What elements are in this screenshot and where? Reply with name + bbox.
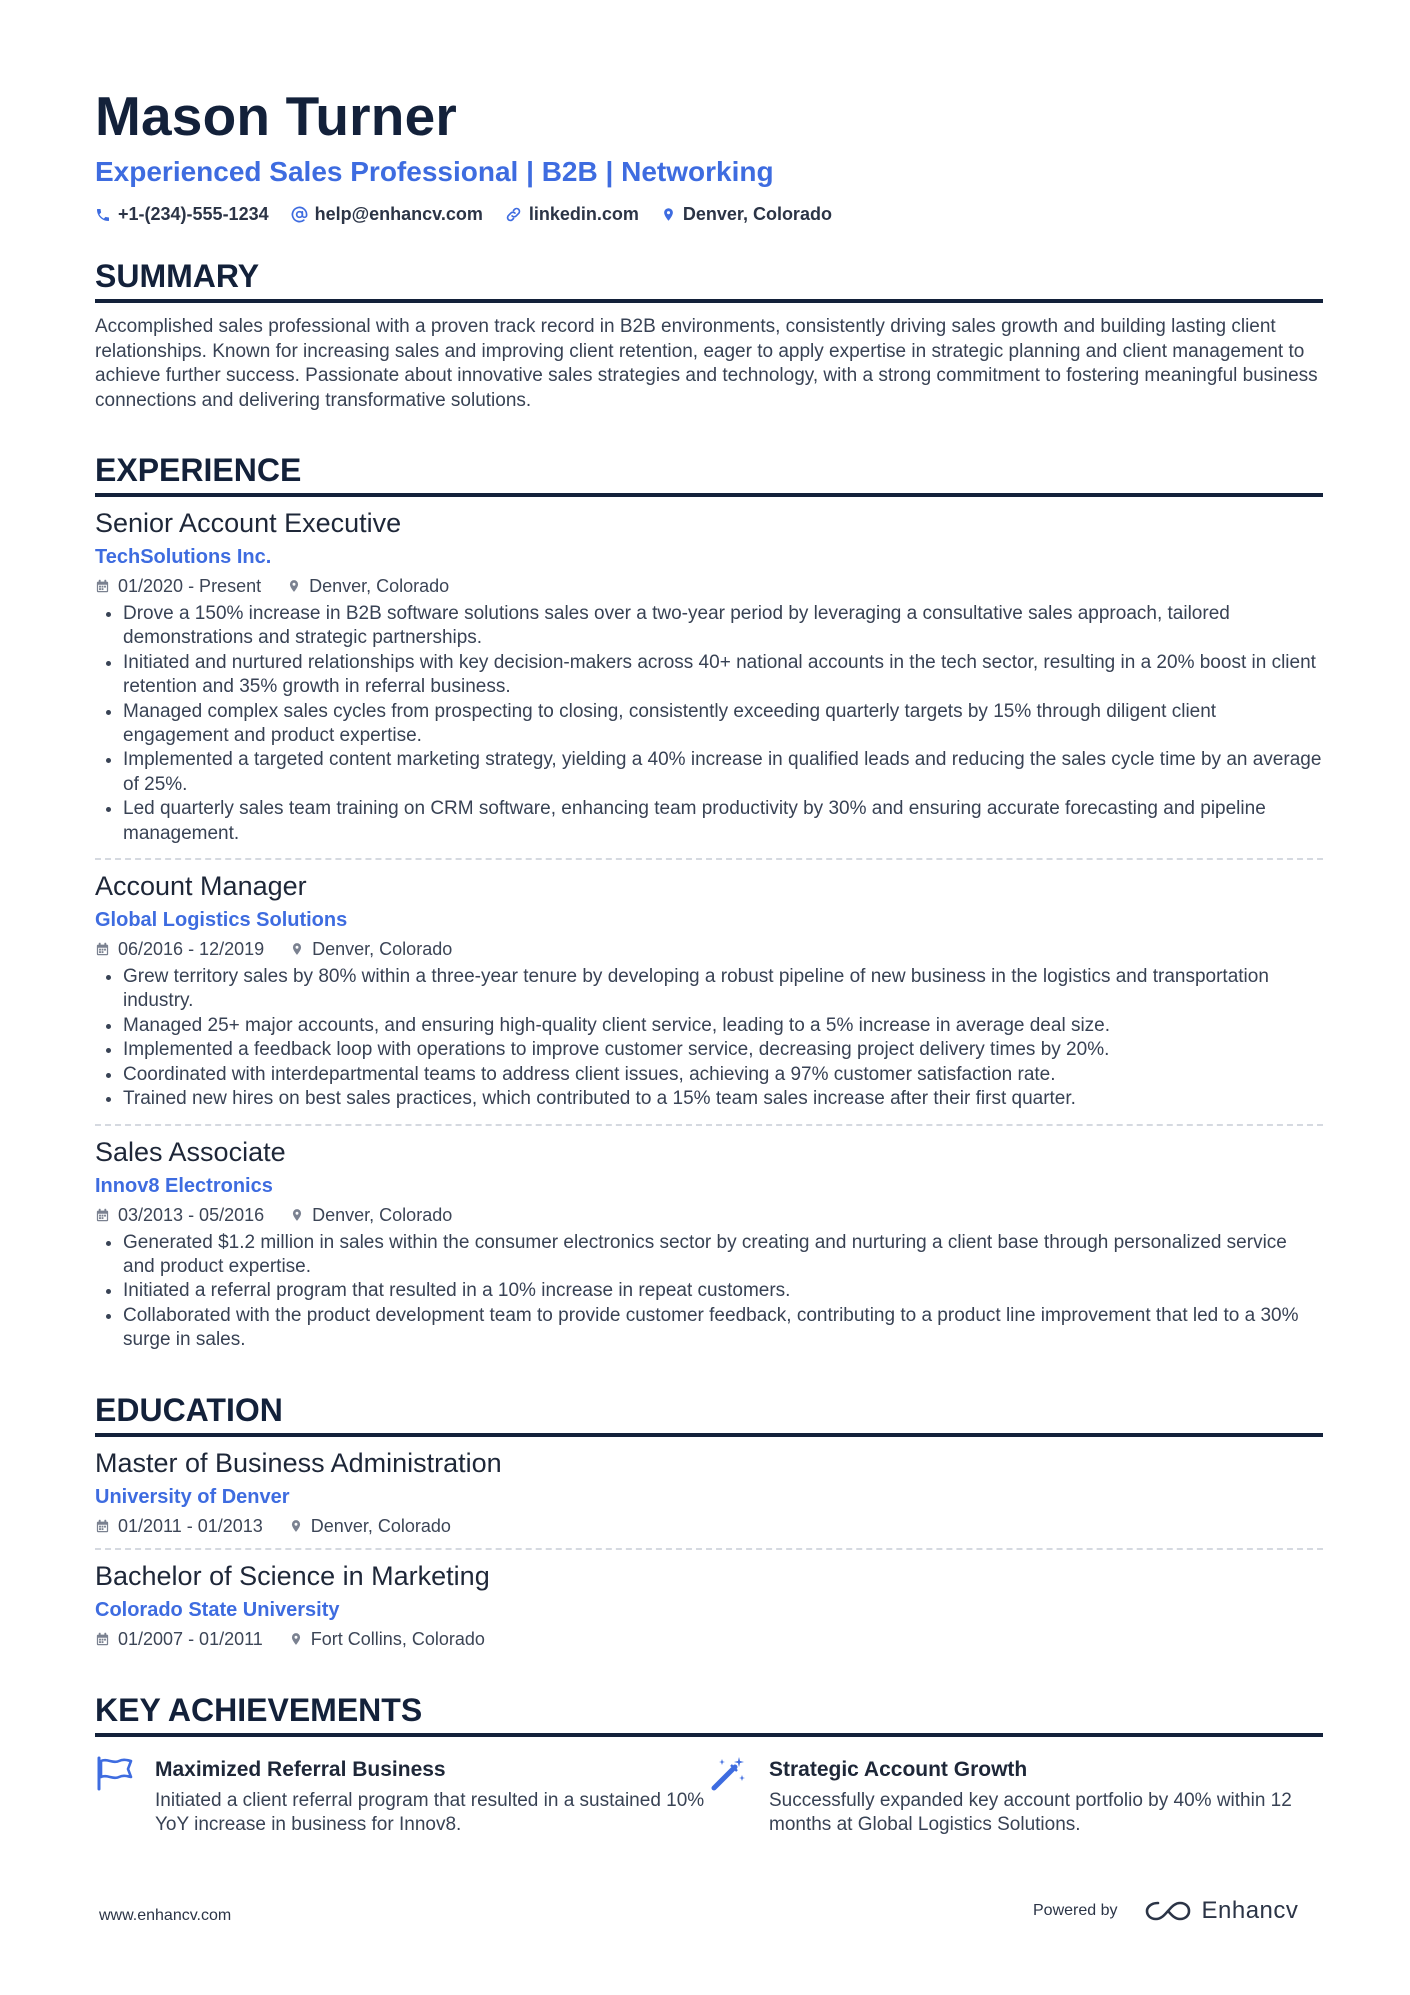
contact-linkedin-text: linkedin.com <box>528 204 639 224</box>
section-divider <box>95 299 1323 303</box>
list-item: • Implemented a targeted content marketing strategy, yielding a 40% increase in qualified leads and reducing the sales cycle time by an average of 25%. <box>123 748 1323 797</box>
powered-by-label: Powered by <box>1033 1902 1118 1919</box>
map-pin-icon <box>661 206 676 223</box>
brand-name: Enhancv <box>1201 1897 1299 1924</box>
list-item: • Managed complex sales cycles from prospecting to closing, consistently exceeding quarterly targets by 15% through diligent client engagement and product expertise. <box>123 700 1323 749</box>
summary-text: Accomplished sales professional with a proven track record in B2B environments, consistently driving sales growth and building lasting client relationships. Known for increasing sales and improving client retention, eager to apply expertise in strategic planning and client management to achieve further success. Passionate about innovative sales strategies and technology, with a strong commitment to fostering meaningful business connections and delivering transformative solutions. <box>95 316 1318 411</box>
education-location: Fort Collins, Colorado <box>289 1625 485 1653</box>
contact-location <box>661 204 832 225</box>
footer-branding <box>1033 1897 1298 1925</box>
contact-bar <box>95 204 1323 225</box>
education-meta <box>95 1512 1323 1540</box>
company-name: Global Logistics Solutions <box>95 909 348 932</box>
list-item: • Implemented a feedback loop with operations to improve customer service, decreasing project delivery times by 20%. <box>123 1038 1323 1062</box>
achievements-title: KEY ACHIEVEMENTS <box>95 1691 423 1728</box>
job-dates: 01/2020 - Present <box>95 572 261 600</box>
map-pin-icon <box>290 941 304 957</box>
list-item: • Coordinated with interdepartmental teams to address client issues, achieving a 97% customer satisfaction rate. <box>123 1063 1323 1087</box>
footer-website[interactable]: www.enhancv.com <box>99 1907 232 1924</box>
achievements-section <box>95 1689 1323 1838</box>
magic-wand-icon <box>709 1755 747 1793</box>
candidate-name: Mason Turner <box>95 85 457 147</box>
education-title: EDUCATION <box>95 1391 283 1428</box>
at-sign-icon <box>291 206 308 223</box>
link-icon <box>505 206 522 223</box>
education-meta <box>95 1625 1323 1653</box>
summary-title: SUMMARY <box>95 258 260 294</box>
job-location: Denver, Colorado <box>287 572 449 600</box>
degree-title: Bachelor of Science in Marketing <box>95 1560 490 1591</box>
achievement-desc: Successfully expanded key account portfolio by 40% within 12 months at Global Logistics Solutions. <box>769 1789 1292 1836</box>
enhancv-logo-icon <box>1144 1899 1192 1923</box>
education-dates: 01/2011 - 01/2013 <box>95 1512 263 1540</box>
education-section <box>95 1389 1323 1653</box>
education-dates: 01/2007 - 01/2011 <box>95 1625 263 1653</box>
company-name: Innov8 Electronics <box>95 1174 273 1197</box>
list-item: • Drove a 150% increase in B2B software solutions sales over a two-year period by leveraging a consultative sales approach, tailored demonstrations and strategic partnerships. <box>123 602 1323 651</box>
contact-email-text: help@enhancv.com <box>314 204 483 224</box>
list-item: • Grew territory sales by 80% within a three-year tenure by developing a robust pipeline of new business in the logistics and transportation industry. <box>123 965 1323 1014</box>
job-dates: 03/2013 - 05/2016 <box>95 1201 264 1229</box>
calendar-icon <box>95 941 110 957</box>
job-title: Senior Account Executive <box>95 508 402 538</box>
experience-section <box>95 449 1323 1353</box>
contact-location-text: Denver, Colorado <box>682 204 832 224</box>
achievement-title: Strategic Account Growth <box>769 1757 1028 1781</box>
job-title: Sales Associate <box>95 1136 286 1167</box>
calendar-icon <box>95 1207 110 1223</box>
job-bullets <box>95 602 1323 846</box>
map-pin-icon <box>289 1631 303 1647</box>
job-title: Account Manager <box>95 871 307 902</box>
calendar-icon <box>95 578 110 594</box>
calendar-icon <box>95 1631 110 1647</box>
list-item: • Trained new hires on best sales practices, which contributed to a 15% team sales increase after their first quarter. <box>123 1087 1323 1111</box>
achievements-row <box>95 1755 1323 1838</box>
map-pin-icon <box>290 1207 304 1223</box>
list-item: • Collaborated with the product development team to provide customer feedback, contributing to a product line improvement that led to a 30% surge in sales. <box>123 1304 1323 1353</box>
experience-entry <box>95 497 1323 860</box>
experience-title: EXPERIENCE <box>95 452 302 488</box>
job-dates: 06/2016 - 12/2019 <box>95 935 264 963</box>
school-name: Colorado State University <box>95 1598 340 1621</box>
contact-email[interactable] <box>291 204 483 225</box>
calendar-icon <box>95 1518 110 1534</box>
flag-icon <box>95 1755 135 1791</box>
job-bullets <box>95 965 1323 1111</box>
degree-title: Master of Business Administration <box>95 1447 502 1478</box>
section-divider <box>95 1733 1323 1737</box>
achievement-item <box>709 1755 1323 1838</box>
achievement-title: Maximized Referral Business <box>155 1757 446 1781</box>
contact-linkedin[interactable] <box>505 204 639 225</box>
list-item: • Managed 25+ major accounts, and ensuring high-quality client service, leading to a 5% increase in average deal size. <box>123 1014 1323 1038</box>
phone-icon <box>95 207 111 223</box>
job-meta <box>95 1201 1323 1229</box>
map-pin-icon <box>287 578 301 594</box>
education-entry <box>95 1437 1323 1550</box>
job-meta <box>95 572 1323 600</box>
school-name: University of Denver <box>95 1485 290 1508</box>
list-item: • Generated $1.2 million in sales within the consumer electronics sector by creating and nurturing a client base through personalized service and product expertise. <box>123 1231 1323 1280</box>
list-item: • Led quarterly sales team training on CRM software, enhancing team productivity by 30% and ensuring accurate forecasting and pipeline management. <box>123 797 1323 846</box>
list-item: • Initiated and nurtured relationships with key decision-makers across 40+ national accounts in the tech sector, resulting in a 20% boost in client retention and 35% growth in referral business. <box>123 651 1323 700</box>
experience-entry <box>95 1126 1323 1353</box>
achievement-item <box>95 1755 709 1838</box>
company-name: TechSolutions Inc. <box>95 546 272 568</box>
list-item: • Initiated a referral program that resulted in a 10% increase in repeat customers. <box>123 1279 1323 1303</box>
job-location: Denver, Colorado <box>290 1201 452 1229</box>
resume-page <box>95 80 1323 1838</box>
job-meta <box>95 935 1323 963</box>
experience-entry <box>95 860 1323 1125</box>
job-bullets <box>95 1231 1323 1353</box>
summary-section <box>95 255 1323 413</box>
contact-phone[interactable] <box>95 204 269 225</box>
education-entry <box>95 1550 1323 1653</box>
education-location: Denver, Colorado <box>289 1512 451 1540</box>
achievement-desc: Initiated a client referral program that resulted in a sustained 10% YoY increase in business for Innov8. <box>155 1789 705 1836</box>
map-pin-icon <box>289 1518 303 1534</box>
contact-phone-text: +1-(234)-555-1234 <box>118 204 269 224</box>
candidate-headline: Experienced Sales Professional | B2B | Networking <box>95 156 774 187</box>
job-location: Denver, Colorado <box>290 935 452 963</box>
